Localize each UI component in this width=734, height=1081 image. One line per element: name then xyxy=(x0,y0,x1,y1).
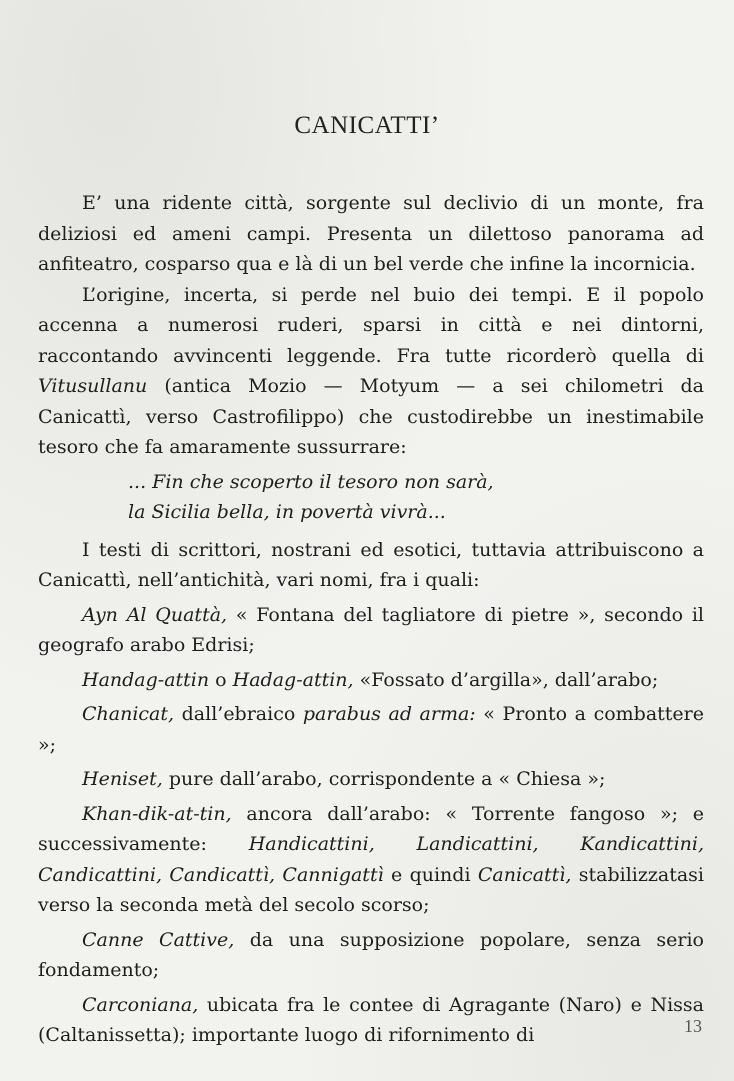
paragraph-origin-text-2: (antica Mozio — Motyum — a sei chilometri da Canicattì, verso Castrofilippo) che custodirebbe un inestimabile tesoro che fa amaramente sussurrare: xyxy=(38,375,704,458)
verse-line: ... Fin che scoperto il tesoro non sarà, xyxy=(128,470,494,493)
name-variant: Cannigattì xyxy=(282,863,384,886)
name-desc: dall’ebraico xyxy=(174,703,303,725)
name-term: Khan-dik-at-tin, xyxy=(82,802,232,825)
verse-line: la Sicilia bella, in povertà vivrà... xyxy=(128,501,446,523)
name-connector: o xyxy=(209,668,233,691)
paragraph-intro: E’ una ridente città, sorgente sul declivio di un monte, fra deliziosi ed ameni campi. Presenta un dilettoso panorama ad anfiteatro, cosparso qua e là di un bel verde che infine la incornicia. xyxy=(38,192,704,275)
name-term: Chanicat, xyxy=(82,703,175,725)
name-desc: ubicata fra le contee di Agragante (Naro) e Nissa (Caltanissetta); importante luogo di rifornimento di xyxy=(38,993,704,1046)
name-entry xyxy=(38,600,704,661)
name-entry xyxy=(38,665,704,696)
name-desc-2: e quindi xyxy=(383,863,478,886)
name-desc-2: « Pronto a combattere »; xyxy=(38,703,704,756)
name-desc: ancora dall’arabo: « Torrente fangoso »; e successivamente: xyxy=(38,802,704,855)
name-entry xyxy=(38,764,704,795)
name-entry xyxy=(38,990,704,1051)
name-entry xyxy=(38,699,704,760)
name-term-2: Canicattì, xyxy=(477,863,572,886)
name-term: Heniset, xyxy=(82,768,163,790)
name-term: Handag-attin xyxy=(82,668,210,691)
body-text xyxy=(38,188,704,1051)
name-variant: Kandicattini, xyxy=(580,833,704,855)
verse-block xyxy=(128,467,704,528)
name-desc: da una supposizione popolare, senza serio fondamento; xyxy=(38,928,704,981)
name-term: Carconiana, xyxy=(82,993,199,1016)
name-entry xyxy=(38,925,704,986)
name-variant: Landicattini, xyxy=(416,833,539,855)
name-variant: Handicattini, xyxy=(248,833,375,855)
name-desc: « Fontana del tagliatore di pietre », secondo il geografo arabo Edrisi; xyxy=(38,603,705,656)
name-desc: «Fossato d’argilla», dall’arabo; xyxy=(353,668,659,691)
name-term: Canne Cattive, xyxy=(82,928,235,951)
name-term-2: parabus ad arma: xyxy=(302,703,476,725)
paragraph-origin-text: L’origine, incerta, si perde nel buio dei tempi. E il popolo accenna a numerosi ruderi, sparsi in città e nei dintorni, raccontando avvincenti leggende. Fra tutte ricorderò quella di xyxy=(38,283,704,367)
paragraph-origin xyxy=(38,280,704,463)
name-term: Ayn Al Quattà, xyxy=(82,603,228,626)
name-variant: Candicattì, xyxy=(169,863,276,886)
page-title: CANICATTI’ xyxy=(294,112,440,139)
name-entry xyxy=(38,799,704,921)
page-number: 13 xyxy=(684,1016,702,1036)
vitusullanu-name: Vitusullanu xyxy=(38,375,148,397)
name-variant: Candicattini, xyxy=(38,863,163,886)
name-desc: pure dall’arabo, corrispondente a « Chiesa »; xyxy=(162,768,606,790)
name-term-2: Hadag-attin, xyxy=(232,668,354,691)
paragraph-names-intro: I testi di scrittori, nostrani ed esotici, tuttavia attribuiscono a Canicattì, nell’antichità, vari nomi, fra i quali: xyxy=(38,538,704,591)
name-desc-3: stabilizzatasi verso la seconda metà del secolo scorso; xyxy=(38,863,704,916)
